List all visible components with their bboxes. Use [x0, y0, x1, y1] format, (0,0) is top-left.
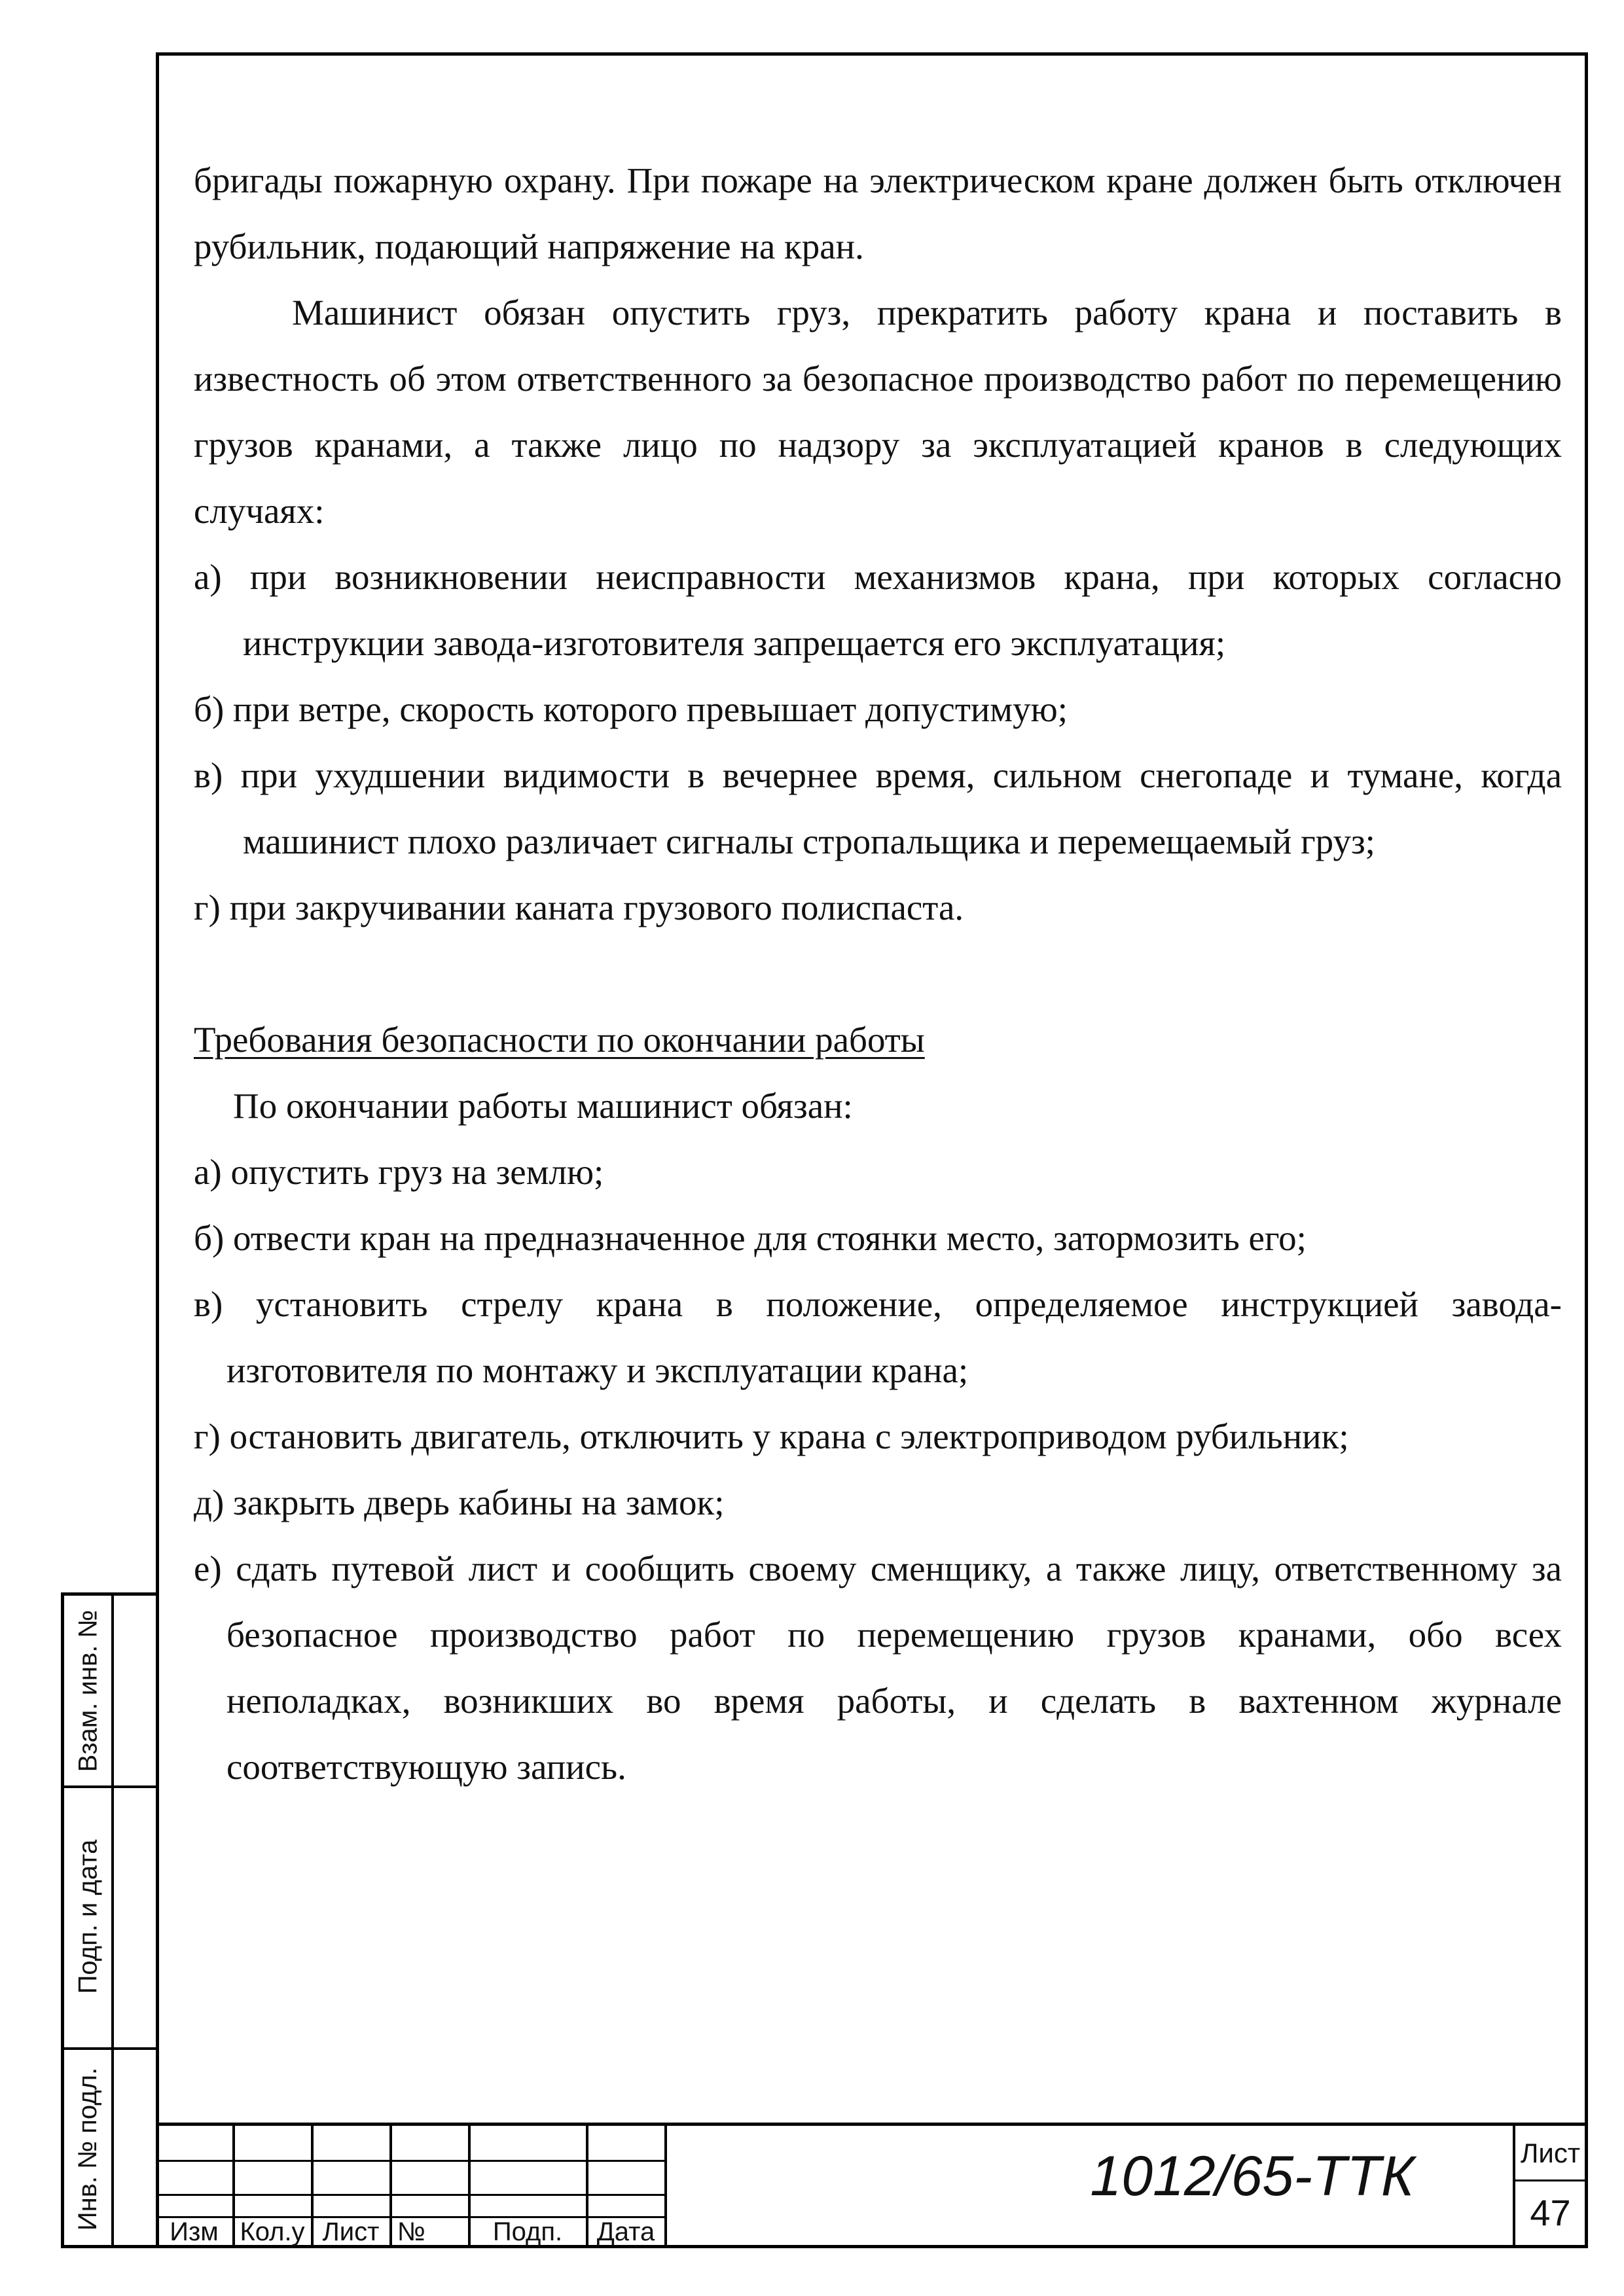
- list-item: в) при ухудшении видимости в вечернее время, сильном снегопаде и тумане, когда машинист плохо различает сигналы стропальщика и перемещаемый груз;: [194, 755, 1562, 861]
- column-sheet: Лист: [322, 2217, 380, 2246]
- list-item: а) при возникновении неисправности механизмов крана, при которых согласно инструкции завода-изготовителя запрещается его эксплуатация;: [194, 557, 1562, 663]
- list-item: а) опустить груз на землю;: [194, 1152, 604, 1192]
- sheet-label: Лист: [1520, 2138, 1581, 2168]
- list-item: г) при закручивании каната грузового полиспаста.: [194, 888, 964, 927]
- side-label-signature-date: Подп. и дата: [73, 1839, 103, 1994]
- column-date: Дата: [596, 2217, 655, 2246]
- side-stamp-strip: [61, 1592, 156, 2248]
- document-code: 1012/65-ТТК: [1090, 2145, 1415, 2208]
- list-item: г) остановить двигатель, отключить у крана с электроприводом рубильник;: [194, 1416, 1349, 1456]
- paragraph-lead: По окончании работы машинист обязан:: [233, 1086, 853, 1126]
- paragraph-operator-duty: Машинист обязан опустить груз, прекратить работу крана и поставить в известность об этом ответственного за безопасное производство работ по перемещению грузов кранами, а также лицо по надзору за эксплуатацией кранов в следующих случаях:: [194, 293, 1562, 531]
- list-item: б) отвести кран на предназначенное для стоянки место, затормозить его;: [194, 1218, 1307, 1258]
- list-item: е) сдать путевой лист и сообщить своему сменщику, а также лицу, ответственному за безопасное производство работ по перемещению грузов кранами, обо всех неполадках, возникших во время работы, и сделать в вахтенном журнале соответствующую запись.: [194, 1549, 1562, 1787]
- section-heading: Требования безопасности по окончании работы: [194, 1020, 925, 1060]
- column-change: Изм: [170, 2217, 219, 2246]
- list-item: д) закрыть дверь кабины на замок;: [194, 1482, 725, 1522]
- side-label-replacement-inventory: Взам. инв. №: [73, 1609, 103, 1772]
- sheet-number: 47: [1530, 2192, 1571, 2233]
- column-doc-number: №: [397, 2217, 425, 2246]
- list-item: в) установить стрелу крана в положение, определяемое инструкцией завода-изготовителя по монтажу и эксплуатации крана;: [194, 1284, 1562, 1390]
- paragraph-fire: бригады пожарную охрану. При пожаре на электрическом кране должен быть отключен рубильник, подающий напряжение на кран.: [194, 160, 1562, 266]
- document-body: [194, 147, 1562, 1800]
- title-block: [156, 2123, 1588, 2248]
- column-signature: Подп.: [492, 2217, 563, 2246]
- side-label-original-inventory: Инв. № подл.: [73, 2067, 103, 2231]
- list-item: б) при ветре, скорость которого превышает допустимую;: [194, 689, 1068, 729]
- column-quantity: Кол.у: [240, 2217, 305, 2246]
